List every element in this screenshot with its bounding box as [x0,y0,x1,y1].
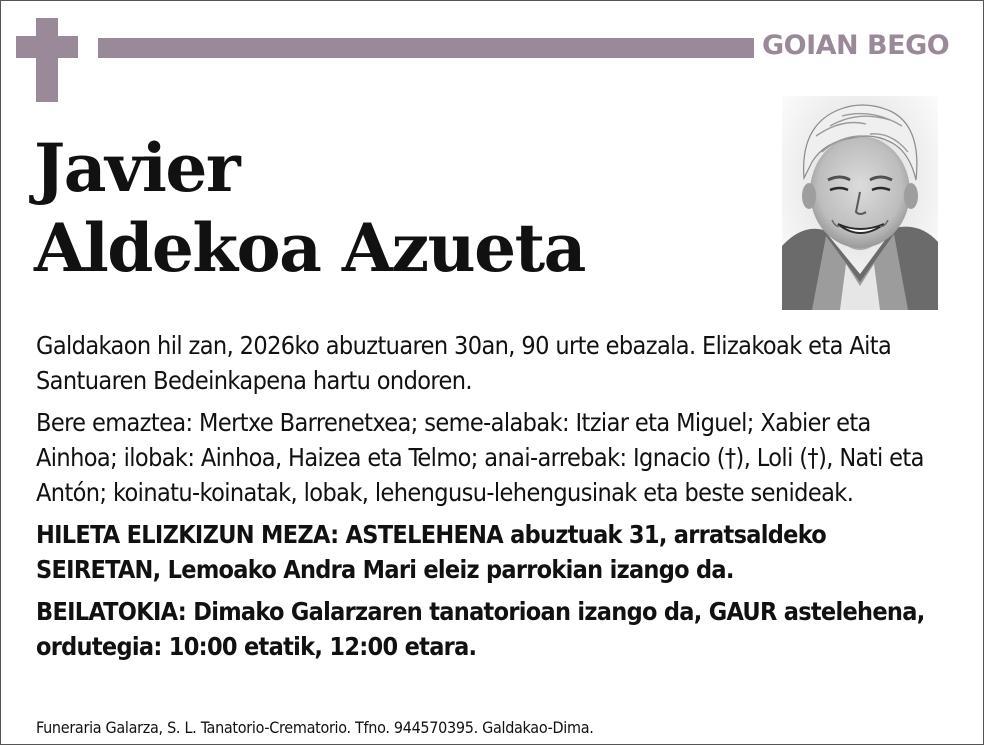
notice-body [36,328,946,671]
funeral-home-footer: Funeraria Galarza, S. L. Tanatorio-Crematorio. Tfno. 944570395. Galdakao-Dima. [36,718,594,737]
family-paragraph: Bere emaztea: Mertxe Barrenetxea; seme-alabak: Itziar eta Miguel; Xabier eta Ainhoa; ilobak: Ainhoa, Haizea eta Telmo; anai-arrebak: Ignacio (†), Loli (†), Nati eta Antón; koinatu-koinatak, lobak, lehengusu-lehengusinak eta beste senideak. [36,408,924,507]
wake-paragraph: BEILATOKIA: Dimako Galarzaren tanatorioan izango da, GAUR astelehena, ordutegia: 10:00 etatik, 12:00 etara. [36,597,925,661]
portrait-photo [782,96,938,310]
funeral-paragraph: HILETA ELIZKIZUN MEZA: ASTELEHENA abuztuak 31, arratsaldeko SEIRETAN, Lemoako Andra Mari eleiz parrokian izango da. [36,520,827,584]
first-name: Javier [34,129,240,207]
deceased-name [34,128,585,288]
surnames: Aldekoa Azueta [34,209,585,287]
section-label: GOIAN BEGO [762,30,950,61]
header-rule [98,38,754,58]
death-paragraph: Galdakaon hil zan, 2026ko abuztuaren 30an, 90 urte ebazala. Elizakoak eta Aita Santuaren Bedeinkapena hartu ondoren. [36,331,892,395]
